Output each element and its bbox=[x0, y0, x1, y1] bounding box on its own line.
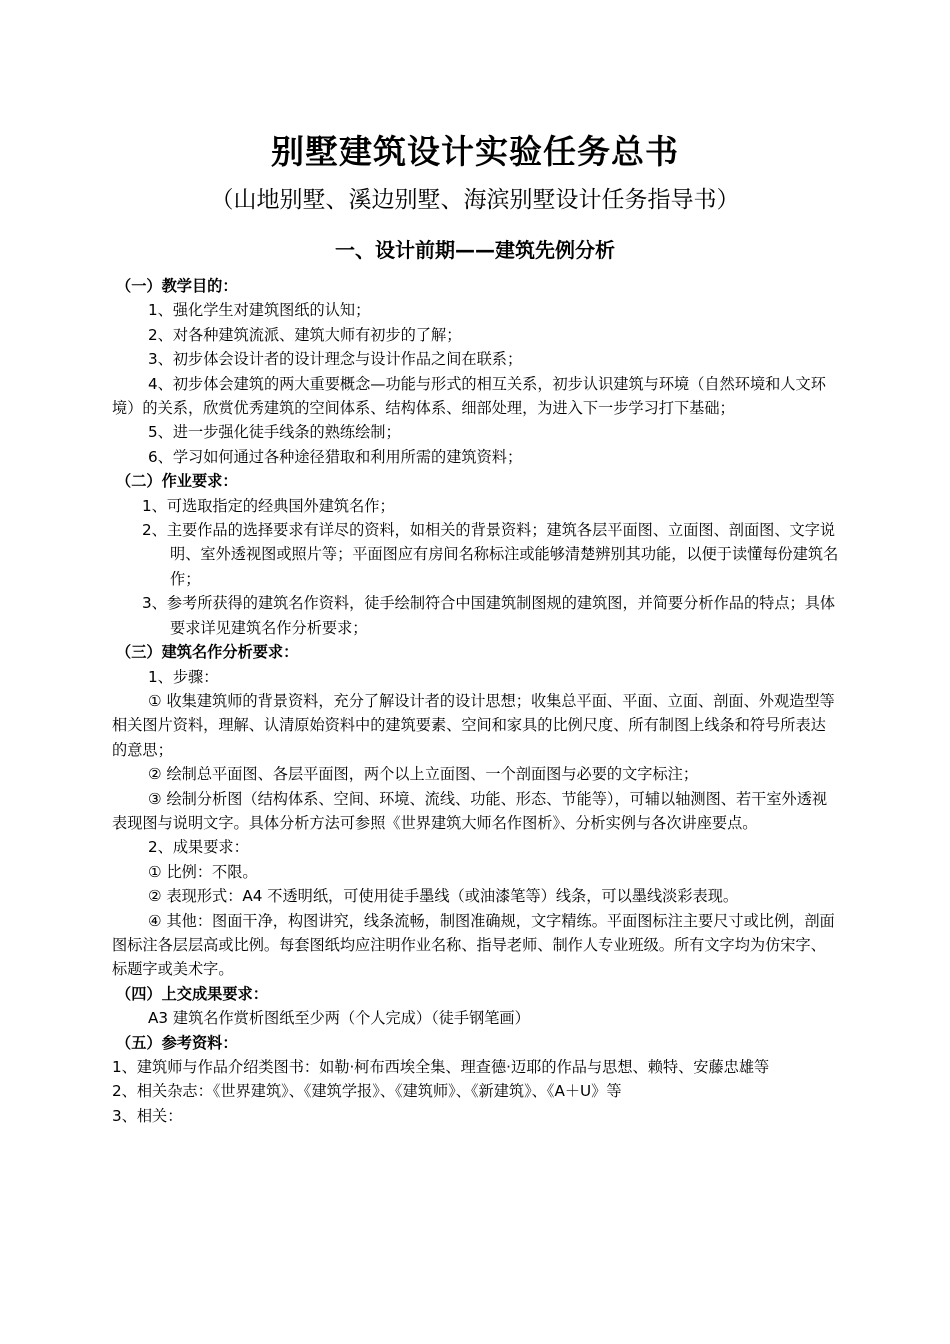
document-title: 别墅建筑设计实验任务总书 bbox=[271, 132, 679, 171]
document-body bbox=[112, 274, 840, 1128]
section-heading: （四）上交成果要求： bbox=[116, 984, 268, 1003]
subsection-label: 2、成果要求： bbox=[148, 838, 249, 857]
list-item: ③ 绘制分析图（结构体系、空间、环境、流线、功能、形态、节能等），可辅以轴测图、若干室外透视表现图与说明文字。具体分析方法可参照《世界建筑大师名作图析》、分析实例与各次讲座要点。 bbox=[112, 789, 828, 832]
document-subtitle: （山地别墅、溪边别墅、海滨别墅设计任务指导书） bbox=[210, 187, 740, 213]
list-item: ① 比例：不限。 bbox=[148, 862, 258, 881]
list-item: ② 绘制总平面图、各层平面图，两个以上立面图、一个剖面图与必要的文字标注； bbox=[148, 765, 699, 784]
section-heading: （二）作业要求： bbox=[116, 472, 238, 491]
list-item: 3、初步体会设计者的设计理念与设计作品之间在联系； bbox=[148, 350, 523, 369]
list-item: 3、相关： bbox=[112, 1106, 183, 1125]
part1-heading: 一、设计前期——建筑先例分析 bbox=[335, 238, 615, 262]
list-item: 1、建筑师与作品介绍类图书：如勒·柯布西埃全集、理查德·迈耶的作品与思想、赖特、安藤忠雄等 bbox=[112, 1058, 770, 1076]
section-heading: （三）建筑名作分析要求： bbox=[116, 643, 299, 662]
list-item: 6、学习如何通过各种途径猎取和利用所需的建筑资料； bbox=[148, 447, 523, 466]
list-item: 2、相关杂志：《世界建筑》、《建筑学报》、《建筑师》、《新建筑》、《A＋U》等 bbox=[112, 1082, 622, 1101]
list-item: ② 表现形式：A4 不透明纸，可使用徒手墨线（或油漆笔等）线条，可以墨线淡彩表现。 bbox=[148, 887, 739, 906]
section-heading: （一）教学目的： bbox=[116, 277, 238, 295]
list-item: 1、可选取指定的经典国外建筑名作； bbox=[142, 496, 395, 515]
list-item: 5、进一步强化徒手线条的熟练绘制； bbox=[148, 423, 401, 442]
list-item: 2、对各种建筑流派、建筑大师有初步的了解； bbox=[148, 325, 462, 344]
subsection-label: 1、步骤： bbox=[148, 667, 219, 686]
list-item: 4、初步体会建筑的两大重要概念—功能与形式的相互关系，初步认识建筑与环境（自然环境和人文环境）的关系，欣赏优秀建筑的空间体系、结构体系、细部处理，为进入下一步学习打下基础； bbox=[112, 374, 826, 418]
list-item: 3、参考所获得的建筑名作资料，徒手绘制符合中国建筑制图规的建筑图，并简要分析作品的特点；具体要求详见建筑名作分析要求； bbox=[142, 594, 836, 637]
section-heading: （五）参考资料： bbox=[116, 1033, 238, 1052]
list-item: 2、主要作品的选择要求有详尽的资料，如相关的背景资料；建筑各层平面图、立面图、剖面图、文字说明、室外透视图或照片等；平面图应有房间名称标注或能够清楚辨别其功能，以便于读懂每份建筑名作； bbox=[142, 521, 839, 588]
list-item: 1、强化学生对建筑图纸的认知； bbox=[148, 301, 371, 320]
list-item: ④ 其他：图面干净，构图讲究，线条流畅，制图准确规，文字精练。平面图标注主要尺寸或比例，剖面图标注各层层高或比例。每套图纸均应注明作业名称、指导老师、制作人专业班级。所有文字均为仿宋字、标题字或美术字。 bbox=[112, 911, 835, 979]
paragraph: A3 建筑名作赏析图纸至少两（个人完成）（徒手钢笔画） bbox=[148, 1009, 530, 1028]
list-item: ① 收集建筑师的背景资料，充分了解设计者的设计思想；收集总平面、平面、立面、剖面、外观造型等相关图片资料，理解、认清原始资料中的建筑要素、空间和家具的比例尺度、所有制图上线条和符号所表达的意思； bbox=[112, 691, 835, 759]
